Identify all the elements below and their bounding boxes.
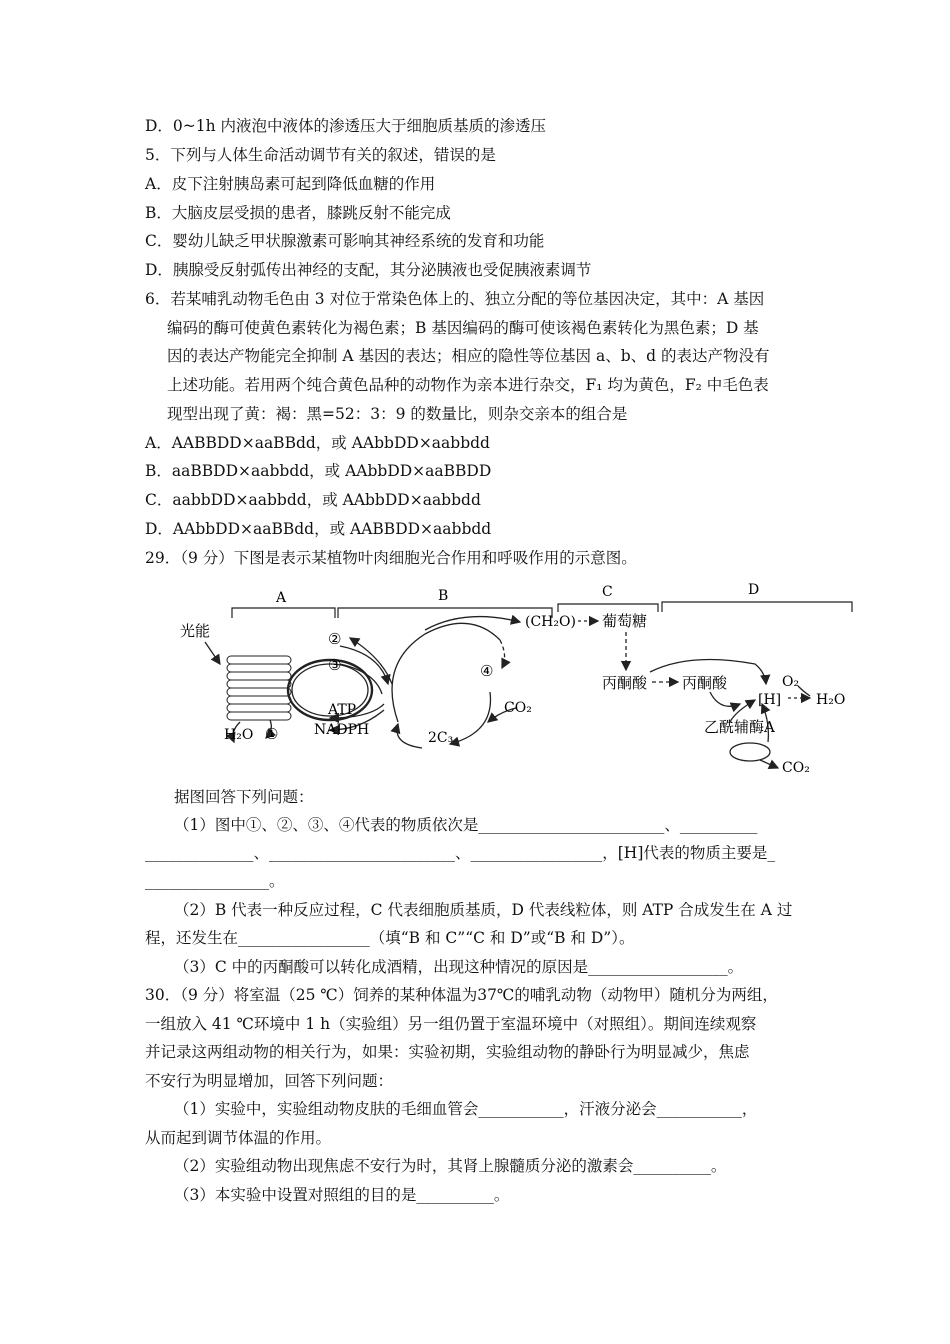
photosynthesis-respiration-diagram	[170, 572, 860, 777]
nadph-label: NADPH	[314, 722, 370, 738]
label-a: A	[276, 590, 287, 606]
q5-option-a: A．皮下注射胰岛素可起到降低血糖的作用	[145, 175, 436, 193]
q5-option-b: B．大脑皮层受损的患者，膝跳反射不能完成	[145, 204, 451, 222]
q6-option-b: B．aaBBDD×aabbdd，或 AAbbDD×aaBBDD	[145, 462, 492, 480]
label-b: B	[438, 588, 449, 604]
q29-part1-line-2: ______________、________________________、_________________，[H]代表的物质主要是_	[145, 844, 776, 862]
q30-stem-line-4: 不安行为明显增加，回答下列问题：	[145, 1072, 394, 1090]
q5-option-c: C．婴幼儿缺乏甲状腺激素可影响其神经系统的发育和功能	[145, 232, 545, 250]
q29-part1-line-3: ________________。	[145, 872, 285, 890]
q6-option-c: C．aabbDD×aabbdd，或 AAbbDD×aabbdd	[145, 491, 481, 509]
label-d: D	[748, 582, 760, 598]
q6-option-a: A．AABBDD×aaBBdd，或 AAbbDD×aabbdd	[145, 434, 490, 452]
q29-part2-line-1: （2）B 代表一种反应过程，C 代表细胞质基质，D 代表线粒体，则 ATP 合成发生在 A 过	[174, 901, 793, 919]
q6-stem-line-4: 上述功能。若用两个纯合黄色品种的动物作为亲本进行杂交，F₁ 均为黄色，F₂ 中毛色表	[167, 376, 769, 394]
q6-stem-line-3: 因的表达产物能完全抑制 A 基因的表达；相应的隐性等位基因 a、b、d 的表达产物没有	[167, 347, 770, 365]
q30-stem-line-2: 一组放入 41 ℃环境中 1 h（实验组）另一组仍置于室温环境中（对照组）。期间连续观察	[145, 1015, 757, 1033]
q30-stem-line-3: 并记录这两组动物的相关行为，如果：实验初期，实验组动物的静卧行为明显减少，焦虑	[145, 1043, 750, 1061]
molecule-4-label: ④	[480, 662, 494, 680]
atp-label: ATP	[328, 702, 357, 718]
q30-part3: （3）本实验中设置对照组的目的是__________。	[174, 1186, 510, 1204]
2c3-label: 2C₃	[428, 730, 454, 746]
pyruvate-d-label: 丙酮酸	[682, 674, 728, 692]
q6-stem-line-2: 编码的酶可使黄色素转化为褐色素；B 基因编码的酶可使该褐色素转化为黑色素；D 基	[167, 319, 759, 337]
co2-right-label: CO₂	[782, 760, 810, 776]
label-c: C	[602, 584, 613, 600]
thylakoid-stack-icon	[227, 656, 291, 720]
q6-stem-line-1: 6．若某哺乳动物毛色由 3 对位于常染色体上的、独立分配的等位基因决定，其中：A 基因	[145, 290, 765, 308]
co2-mid-label: CO₂	[504, 700, 532, 716]
q29-stem: 29．（9 分）下图是表示某植物叶肉细胞光合作用和呼吸作用的示意图。	[145, 549, 637, 567]
molecule-2-label: ②	[328, 630, 342, 648]
q30-stem-line-1: 30．（9 分）将室温（25 ℃）饲养的某种体温为37℃的哺乳动物（动物甲）随机分为两组，	[145, 986, 778, 1004]
light-arrow	[205, 642, 220, 664]
pyruvate-c-label: 丙酮酸	[602, 674, 648, 692]
light-energy-label: 光能	[180, 622, 211, 640]
q29-intro: 据图回答下列问题：	[174, 788, 314, 806]
q5-option-d: D．胰腺受反射弧传出神经的支配，其分泌胰液也受促胰液素调节	[145, 261, 592, 279]
q29-part2-line-2: 程，还发生在_________________（填“B 和 C”“C 和 D”或“B 和 D”）。	[145, 929, 635, 947]
o2-label: O₂	[782, 674, 800, 690]
glucose-label: 葡萄糖	[602, 612, 648, 630]
h2o-right-label: H₂O	[816, 692, 846, 708]
h2o-left-label: H₂O	[224, 727, 254, 743]
q6-option-d: D．AAbbDD×aaBBdd，或 AABBDD×aabbdd	[145, 520, 492, 538]
h-label: [H]	[758, 692, 782, 708]
q30-part2: （2）实验组动物出现焦虑不安行为时，其肾上腺髓质分泌的激素会__________。	[174, 1157, 727, 1175]
q29-part1-line-1: （1）图中①、②、③、④代表的物质依次是________________________、__________	[174, 816, 758, 834]
q30-part1-line-1: （1）实验中，实验组动物皮肤的毛细血管会___________，汗液分泌会___________，	[174, 1100, 758, 1118]
q6-stem-line-5: 现型出现了黄：褐：黑=52：3：9 的数量比，则杂交亲本的组合是	[167, 405, 628, 423]
acetyl-coa-label: 乙酰辅酶A	[704, 718, 775, 736]
molecule-3-label: ③	[328, 656, 342, 674]
q5-stem: 5．下列与人体生命活动调节有关的叙述，错误的是	[145, 146, 496, 164]
molecule-1-label: ①	[265, 725, 279, 743]
ch2o-label: (CH₂O)	[525, 614, 576, 630]
q29-part3: （3）C 中的丙酮酸可以转化成酒精，出现这种情况的原因是__________________。	[174, 958, 744, 976]
q30-part1-line-2: 从而起到调节体温的作用。	[145, 1129, 332, 1147]
q4-option-d: D．0~1h 内液泡中液体的渗透压大于细胞质基质的渗透压	[145, 117, 547, 135]
